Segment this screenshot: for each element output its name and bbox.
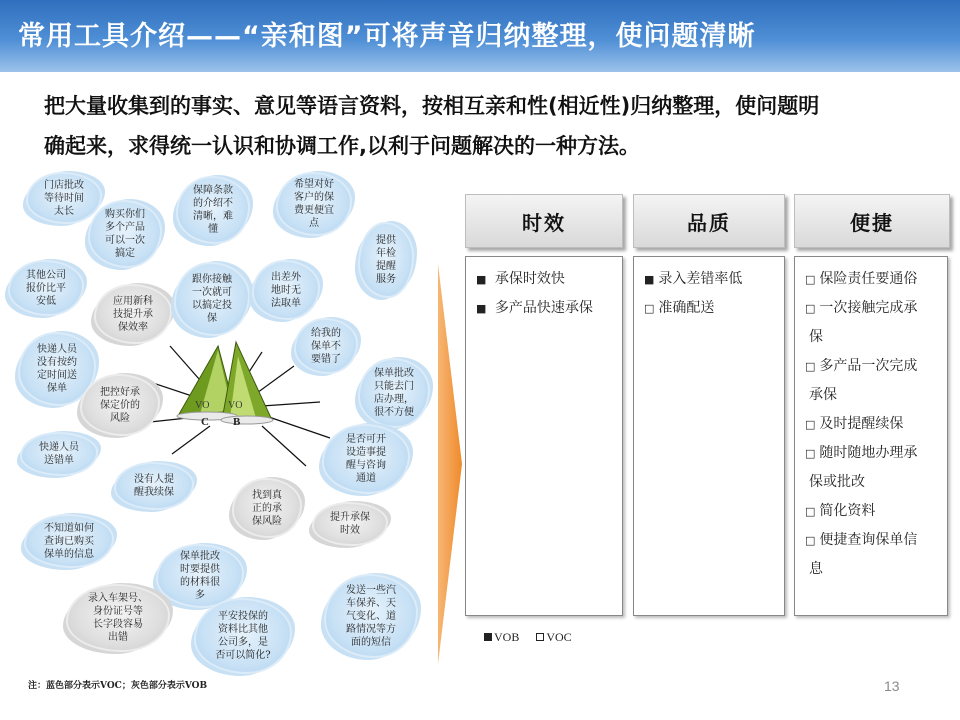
cloud-text-line: 保单批改 xyxy=(374,368,414,379)
cloud-text-line: 录入车架号、 xyxy=(88,593,148,604)
cloud-text xyxy=(271,271,301,310)
list-item xyxy=(644,265,778,294)
list-item xyxy=(805,323,941,352)
cloud-note xyxy=(178,178,248,242)
item-text: 保或批改 xyxy=(809,474,865,490)
column-header-quality: 品质 xyxy=(633,194,785,248)
cloud-text-line: 门店批改 xyxy=(44,179,84,191)
ray xyxy=(266,416,330,438)
cloud-note xyxy=(176,264,248,334)
cloud-text-line: 面的短信 xyxy=(351,636,391,648)
legend xyxy=(484,630,572,645)
cloud-text-line: 身份证号等 xyxy=(93,606,143,617)
intro-text xyxy=(44,86,934,166)
item-text: 承保时效快 xyxy=(494,271,565,287)
cloud-text-line: 的介绍不 xyxy=(193,198,233,209)
cloud-text-line: 时效 xyxy=(340,525,360,536)
cloud-text-line: 保单 xyxy=(47,383,67,394)
cloud-text-line: 点 xyxy=(309,218,319,229)
list-item xyxy=(805,381,941,410)
cloud-text xyxy=(37,343,77,395)
cloud-text-line: 时要提供 xyxy=(180,564,220,575)
cloud-text-line: 以搞定投 xyxy=(192,300,232,311)
cloud-text-line: 给我的 xyxy=(311,327,341,339)
bullet-icon: □ xyxy=(644,302,655,315)
vob-cone-base xyxy=(221,416,273,424)
item-text: 一次接触完成承 xyxy=(819,300,918,316)
cloud-note xyxy=(196,600,290,672)
cloud-text-line: 法取单 xyxy=(271,297,301,309)
vob-cone-label: B xyxy=(233,416,241,428)
cloud-text-line: 平安投保的 xyxy=(218,611,268,622)
cloud-text-line: 提供 xyxy=(376,235,396,246)
list-item xyxy=(805,526,941,555)
cloud-text-line: 跟你接触 xyxy=(192,274,232,285)
cloud-text-line: 快递人员 xyxy=(37,344,77,355)
cloud-text xyxy=(311,327,341,366)
cloud-text xyxy=(252,489,282,528)
cloud-text-line: 搞定 xyxy=(115,248,135,259)
cloud-text-line: 出差外 xyxy=(271,271,301,283)
column-body-convenience xyxy=(794,256,948,616)
cloud-text-line: 是否可开 xyxy=(346,434,386,445)
voc-cone-label: C xyxy=(201,416,209,428)
cloud-text xyxy=(346,433,386,485)
cloud-text-line: 查询已购买 xyxy=(44,535,94,547)
cloud-text xyxy=(294,178,334,230)
list-item xyxy=(805,497,941,526)
cloud-text-line: 提升承保 xyxy=(330,512,370,523)
cloud-note xyxy=(158,546,242,606)
cloud-text-line: 保 xyxy=(207,313,217,324)
cloud-text-line: 购买你们 xyxy=(105,209,145,220)
cloud-text-line: 公司多，是 xyxy=(218,637,268,648)
cloud-text xyxy=(105,208,145,260)
cloud-text-line: 技提升承 xyxy=(113,308,153,320)
item-text: 保险责任要通俗 xyxy=(819,271,918,287)
cloud-text-line: 服务 xyxy=(376,274,396,285)
cloud-text-line: 地时无 xyxy=(271,284,301,296)
voc-cone-inner-label: VO xyxy=(195,400,210,411)
list-item xyxy=(805,294,941,323)
list-item xyxy=(476,294,616,323)
cloud-text-line: 只能去门 xyxy=(374,381,414,392)
cloud-note xyxy=(314,504,386,544)
cloud-note xyxy=(254,262,318,318)
cloud-text-line: 路情况等方 xyxy=(346,623,396,635)
cloud-text-line: 设造事提 xyxy=(346,447,386,458)
cloud-note xyxy=(96,286,170,342)
item-text: 录入差错率低 xyxy=(658,271,743,287)
bullet-icon: □ xyxy=(805,360,816,373)
cloud-text-line: 等待时间 xyxy=(44,192,84,204)
cloud-text xyxy=(193,184,233,236)
cloud-text xyxy=(39,441,79,467)
cloud-text-line: 提醒 xyxy=(376,261,396,272)
cloud-text xyxy=(113,295,153,334)
cloud-note xyxy=(82,376,158,434)
bullet-icon: ■ xyxy=(476,273,487,286)
cloud-text xyxy=(330,511,370,537)
list-item xyxy=(805,410,941,439)
cloud-text-line: 报价比平 xyxy=(26,282,66,294)
bullet-icon: □ xyxy=(805,302,816,315)
cloud-text-line: 把控好承 xyxy=(100,386,140,398)
cloud-text-line: 快递人员 xyxy=(39,442,79,453)
cloud-text-line: 醒与咨询 xyxy=(346,460,386,471)
list-item xyxy=(805,439,941,468)
cloud-text-line: 定时间送 xyxy=(37,370,77,381)
cloud-note xyxy=(10,262,82,314)
ray xyxy=(172,426,210,454)
cloud-text-line: 没有人提 xyxy=(134,474,174,485)
bullet-icon: □ xyxy=(805,505,816,518)
cloud-note xyxy=(360,224,412,296)
cloud-text xyxy=(44,179,84,218)
intro-line-2: 确起来，求得统一认识和协调工作,以利于问题解决的一种方法。 xyxy=(44,134,640,158)
cloud-note xyxy=(20,334,94,404)
empty-square-icon xyxy=(536,633,544,641)
cloud-note xyxy=(326,576,416,656)
item-text: 多产品快速承保 xyxy=(494,300,593,316)
bullet-icon: □ xyxy=(805,273,816,286)
cloud-text-line: 保单的信息 xyxy=(44,548,94,560)
cloud-text-line: 安低 xyxy=(36,295,56,307)
bullet-icon: □ xyxy=(805,418,816,431)
cloud-text-line: 应用新科 xyxy=(113,295,153,307)
cloud-text-line: 多 xyxy=(195,590,205,601)
cloud-text-line: 通道 xyxy=(356,473,376,484)
item-text: 承保 xyxy=(809,387,837,403)
cloud-text xyxy=(100,386,140,425)
cloud-text-line: 一次就可 xyxy=(192,287,232,298)
cloud-text-line: 送错单 xyxy=(44,455,74,466)
cloud-note xyxy=(26,516,112,566)
list-item xyxy=(644,294,778,323)
ray xyxy=(262,402,320,406)
cloud-text xyxy=(134,473,174,499)
cloud-text-line: 没有按约 xyxy=(37,357,77,368)
cloud-text-line: 醒我续保 xyxy=(134,487,174,498)
list-item xyxy=(805,352,941,381)
cloud-text-line: 清晰，难 xyxy=(193,211,233,222)
cloud-text-line: 正的承 xyxy=(252,502,282,514)
column-header-convenience: 便捷 xyxy=(794,194,950,248)
item-text: 及时提醒续保 xyxy=(819,416,904,432)
legend-voc: VOC xyxy=(546,630,572,644)
cloud-text xyxy=(346,584,396,649)
cloud-text-line: 保定价的 xyxy=(100,399,140,411)
cloud-text-line: 的材料很 xyxy=(180,577,220,588)
legend-vob: VOB xyxy=(494,630,520,644)
cloud-text-line: 保单批改 xyxy=(180,551,220,562)
item-text: 保 xyxy=(809,329,823,345)
slide-title: 常用工具介绍——“亲和图”可将声音归纳整理，使问题清晰 xyxy=(18,21,756,52)
ray xyxy=(262,426,306,466)
cloud-text xyxy=(376,234,396,286)
bullet-icon: □ xyxy=(805,447,816,460)
cloud-text-line: 保单不 xyxy=(311,340,341,352)
cloud-text-line: 年检 xyxy=(376,248,396,259)
column-header-timeliness: 时效 xyxy=(465,194,623,248)
item-text: 简化资料 xyxy=(819,503,876,519)
list-item xyxy=(476,265,616,294)
cloud-note xyxy=(68,586,168,650)
cloud-text xyxy=(374,367,414,419)
cloud-text-line: 风险 xyxy=(110,412,130,424)
cloud-note xyxy=(22,434,96,474)
bullet-icon: ■ xyxy=(644,273,655,286)
cloud-text-line: 懂 xyxy=(208,224,218,235)
page-number: 13 xyxy=(884,678,900,694)
cloud-text-line: 费更便宜 xyxy=(294,205,334,216)
cloud-note xyxy=(278,174,350,234)
cloud-text-line: 客户的保 xyxy=(294,192,334,203)
column-body-timeliness xyxy=(465,256,623,616)
cloud-text-line: 很不方便 xyxy=(374,407,414,418)
filled-square-icon xyxy=(484,633,492,641)
cloud-text-line: 长字段容易 xyxy=(93,619,143,630)
cloud-text-line: 出错 xyxy=(108,632,128,643)
cloud-text-line: 其他公司 xyxy=(26,269,66,281)
cloud-text xyxy=(88,592,148,644)
cloud-text xyxy=(192,273,232,325)
cloud-note xyxy=(90,202,160,266)
cloud-text-line: 发送一些汽 xyxy=(346,584,396,596)
vob-cone-inner-label: VO xyxy=(228,400,243,411)
cloud-text-line: 车保养、天 xyxy=(346,597,396,609)
cloud-text xyxy=(215,610,270,662)
cloud-text-line: 气变化、道 xyxy=(346,610,396,622)
cloud-note xyxy=(116,464,192,508)
cloud-text-line: 否可以简化? xyxy=(215,650,271,661)
item-text: 随时随地办理承 xyxy=(819,445,918,461)
footnote: 注：蓝色部分表示VOC；灰色部分表示VOB xyxy=(28,681,208,691)
list-item xyxy=(805,468,941,497)
cloud-text-line: 多个产品 xyxy=(105,222,145,233)
cloud-text-line: 找到真 xyxy=(252,489,282,501)
cloud-text-line: 保障条款 xyxy=(193,185,233,196)
cloud-text-line: 不知道如何 xyxy=(44,522,94,534)
item-text: 准确配送 xyxy=(658,300,715,316)
big-orange-arrow xyxy=(436,264,464,664)
cloud-text-line: 太长 xyxy=(54,205,74,217)
column-body-quality xyxy=(633,256,785,616)
bullet-icon: □ xyxy=(805,534,816,547)
cloud-note xyxy=(296,320,356,372)
cloud-text-line: 保效率 xyxy=(118,321,148,333)
cloud-note xyxy=(28,174,100,222)
cloud-text-line: 希望对好 xyxy=(294,179,334,190)
list-item xyxy=(805,265,941,294)
item-text: 息 xyxy=(809,561,823,577)
affinity-cloud-diagram xyxy=(0,170,440,690)
item-text: 多产品一次完成 xyxy=(819,358,918,374)
cloud-note xyxy=(324,426,408,492)
cloud-text-line: 要错了 xyxy=(311,353,341,365)
cloud-text xyxy=(26,269,66,308)
cloud-text xyxy=(180,550,220,602)
item-text: 便捷查询保单信 xyxy=(819,532,918,548)
bullet-icon: ■ xyxy=(476,302,487,315)
cloud-text-line: 店办理， xyxy=(374,394,414,405)
cloud-text-line: 可以一次 xyxy=(105,235,145,246)
cloud-note xyxy=(360,360,428,426)
cloud-text-line: 资料比其他 xyxy=(218,624,268,635)
list-item xyxy=(805,555,941,584)
cloud-note xyxy=(234,480,300,536)
intro-line-1: 把大量收集到的事实、意见等语言资料，按相互亲和性(相近性)归纳整理，使问题明 xyxy=(44,94,820,118)
cloud-text xyxy=(44,522,94,561)
cloud-text-line: 保风险 xyxy=(252,515,282,527)
